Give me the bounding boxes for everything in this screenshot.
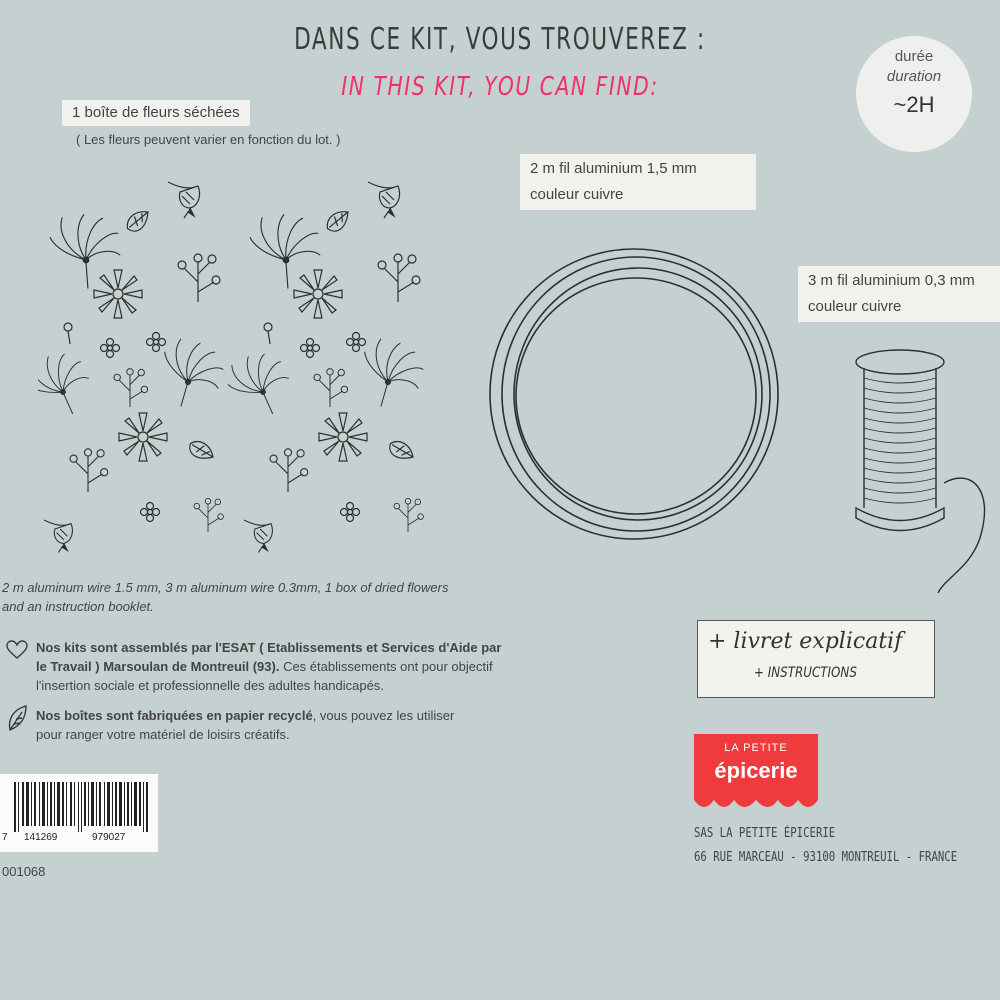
info-recycled-bold-line1: Nos boîtes sont fabriquées en papier recyclé xyxy=(36,708,313,723)
wire-coil-icon xyxy=(486,244,786,544)
english-description-line2: and an instruction booklet. xyxy=(2,599,154,614)
barcode-group2: 979027 xyxy=(92,832,126,843)
wire-thick-line2: couleur cuivre xyxy=(530,186,624,203)
address-line1: SAS LA PETITE ÉPICERIE xyxy=(694,826,836,841)
wire-thick-label xyxy=(520,154,756,210)
info-block-esat xyxy=(36,638,501,695)
duration-badge xyxy=(856,36,972,152)
info-recycled-line2: pour ranger votre matériel de loisirs créatifs. xyxy=(36,727,290,742)
barcode-group1: 141269 xyxy=(24,832,58,843)
wire-thin-line1: 3 m fil aluminium 0,3 mm xyxy=(808,272,975,289)
brand-logo xyxy=(694,734,818,814)
duration-value: ~2H xyxy=(893,92,935,117)
brand-line1: LA PETITE xyxy=(724,742,788,754)
address-line2: 66 RUE MARCEAU - 93100 MONTREUIL - FRANCE xyxy=(694,850,958,865)
logo-scallop-icon xyxy=(694,796,818,814)
barcode-digit-first: 7 xyxy=(2,832,8,843)
heart-icon xyxy=(6,640,28,660)
english-description-line1: 2 m aluminum wire 1.5 mm, 3 m aluminum wire 0.3mm, 1 box of dried flowers xyxy=(2,580,449,595)
product-code: 001068 xyxy=(2,864,46,879)
info-recycled-rest-line1: , vous pouvez les utiliser xyxy=(312,708,455,723)
info-block-recycled xyxy=(36,706,454,744)
info-esat-bold-line1: Nos kits sont assemblés par l'ESAT ( Etablissements et Services d'Aide par xyxy=(36,640,502,655)
booklet-line2: + INSTRUCTIONS xyxy=(754,665,857,681)
info-esat-rest-line2: Ces établissements ont pour objectif xyxy=(279,659,493,674)
info-esat-bold-line2: le Travail ) Marsoulan de Montreuil (93). xyxy=(36,659,280,674)
brand-line2: épicerie xyxy=(714,758,798,783)
wire-thin-label xyxy=(798,266,1000,322)
dried-flowers-illustration-icon xyxy=(38,172,438,572)
duration-label-en: duration xyxy=(886,68,942,85)
english-description xyxy=(2,578,448,616)
booklet-line1: + livret explicatif xyxy=(708,629,903,654)
info-esat-line3: l'insertion sociale et professionnelle des adultes handicapés. xyxy=(36,678,384,693)
flowers-label: 1 boîte de fleurs séchées xyxy=(62,100,250,126)
barcode xyxy=(0,774,158,852)
title-english: IN THIS KIT, YOU CAN FIND: xyxy=(341,72,659,102)
wire-thick-line1: 2 m fil aluminium 1,5 mm xyxy=(530,160,697,177)
booklet-box xyxy=(697,620,935,698)
wire-thin-line2: couleur cuivre xyxy=(808,298,902,315)
title-french: DANS CE KIT, VOUS TROUVEREZ : xyxy=(294,22,706,57)
duration-label-fr: durée xyxy=(894,48,934,65)
wire-spool-icon xyxy=(850,348,1000,608)
flowers-note: ( Les fleurs peuvent varier en fonction du lot. ) xyxy=(76,132,341,147)
barcode-bars-icon xyxy=(14,782,150,832)
leaf-icon xyxy=(6,704,28,732)
